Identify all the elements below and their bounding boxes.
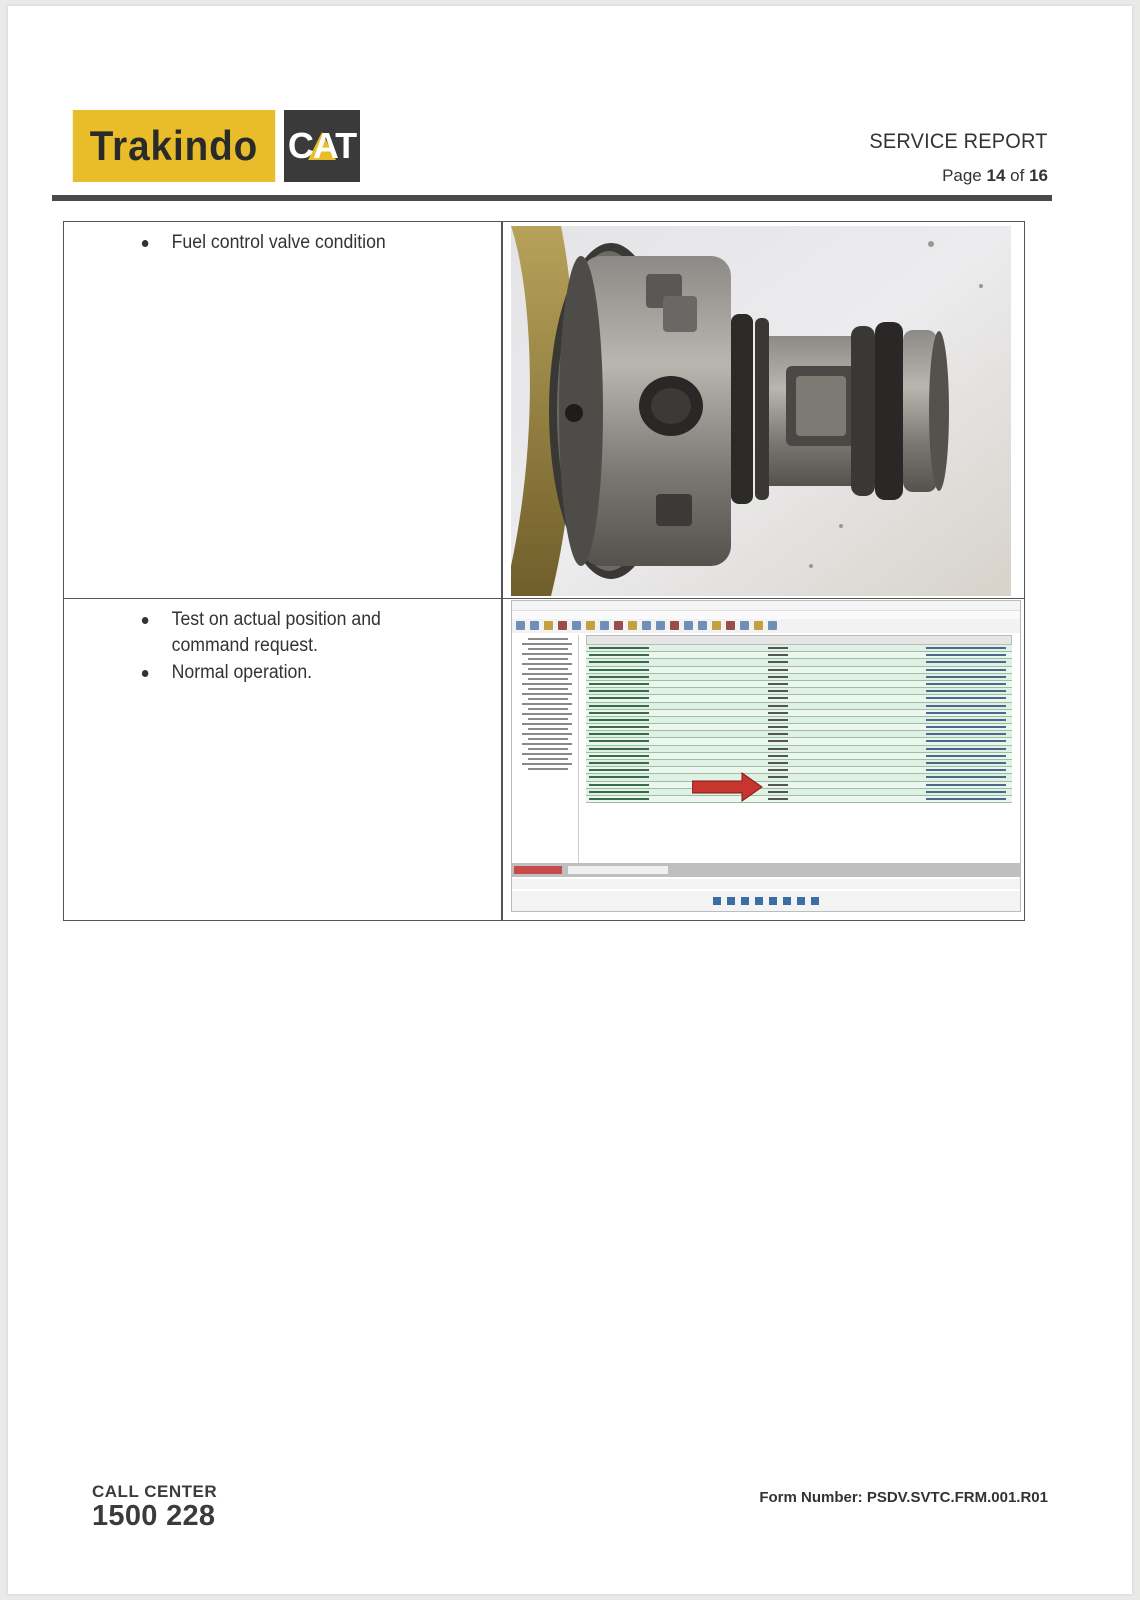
et-status-grid <box>586 635 1012 803</box>
trakindo-cat-logo <box>64 110 360 182</box>
red-arrow-icon <box>692 772 764 802</box>
windows-taskbar <box>512 891 1020 911</box>
table-row <box>64 599 1024 919</box>
logo-wordmark: Trakindo <box>73 110 275 182</box>
row-bullets <box>140 230 485 257</box>
call-center-number: 1500 228 <box>92 1500 216 1532</box>
call-center-label: CALL CENTER <box>92 1482 218 1501</box>
page-number <box>942 166 1048 186</box>
et-status-bar <box>512 879 1020 889</box>
et-title-bar <box>512 601 1020 611</box>
cat-electronic-technician-status-screen <box>511 600 1021 912</box>
page-of: of <box>1010 166 1025 185</box>
report-page <box>8 6 1132 1594</box>
report-title: SERVICE REPORT <box>869 130 1048 153</box>
table-row <box>64 222 1024 599</box>
bullet-item: Fuel control valve condition <box>140 230 461 256</box>
bullet-item: Normal operation. <box>140 660 461 686</box>
et-status-group-tree <box>514 635 579 865</box>
header-rule <box>52 195 1052 201</box>
et-menu-bar <box>512 611 1020 619</box>
et-toolbar <box>512 619 1020 633</box>
form-number: Form Number: PSDV.SVTC.FRM.001.R01 <box>759 1489 1048 1506</box>
fuel-control-valve-photo <box>511 226 1011 596</box>
page-prefix: Page <box>942 166 982 185</box>
cat-badge-text: CAT <box>287 125 357 166</box>
cat-badge <box>284 110 360 182</box>
bullet-item: Test on actual position and command request. <box>140 607 461 659</box>
page-current: 14 <box>986 166 1006 185</box>
page-total: 16 <box>1029 166 1048 185</box>
row-bullets <box>140 607 485 687</box>
et-tab-strip <box>512 863 1020 877</box>
report-table <box>63 221 1025 921</box>
